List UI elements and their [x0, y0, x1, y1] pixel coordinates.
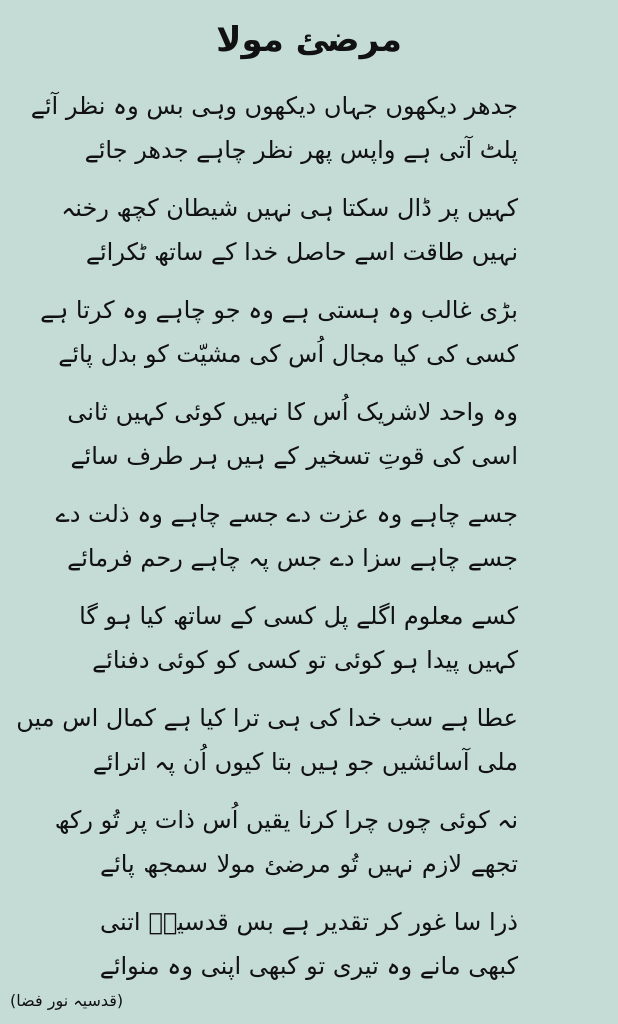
stanza-8 [54, 798, 518, 886]
poet-signature: (قدسیہ نور فضا) [10, 991, 124, 1010]
poem-line: کہیں پر ڈال سکتا ہی نہیں شیطان کچھ رخنہ [61, 194, 518, 222]
poem-line: کسے معلوم اگلے پل کسی کے ساتھ کیا ہو گا [79, 602, 518, 630]
stanza-3 [40, 288, 518, 376]
poem-line: تجھے لازم نہیں تُو مرضئ مولا سمجھ پائے [100, 850, 518, 878]
stanza-5 [55, 492, 518, 580]
poem-line: نہیں طاقت اسے حاصل خدا کے ساتھ ٹکرائے [85, 238, 518, 266]
stanza-1 [30, 84, 518, 172]
poem-line: عطا ہے سب خدا کی ہی ترا کیا ہے کمال اس میں [16, 704, 518, 732]
poem-line: وہ واحد لاشریک اُس کا نہیں کوئی کہیں ثانی [67, 398, 518, 426]
poem-line: نہ کوئی چوں چرا کرنا یقیں اُس ذات پر تُو رکھ [54, 806, 518, 834]
stanza-7 [16, 696, 518, 784]
poem-title: مرضئ مولا [216, 20, 402, 60]
stanza-6 [79, 594, 518, 682]
poem-line: جدھر دیکھوں جہاں دیکھوں وہی بس وہ نظر آئے [30, 92, 518, 120]
poem-line: پلٹ آتی ہے واپس پھر نظر چاہے جدھر جائے [84, 136, 518, 164]
poem-line: جسے چاہے سزا دے جس پہ چاہے رحم فرمائے [67, 544, 518, 572]
poem-line: کہیں پیدا ہو کوئی تو کسی کو کوئی دفنائے [92, 646, 518, 674]
stanza-9 [100, 900, 518, 988]
poem-line: ملی آسائشیں جو ہیں بتا کیوں اُن پہ اترائے [92, 748, 518, 776]
stanza-4 [67, 390, 518, 478]
poem-line: کبھی مانے وہ تیری تو کبھی اپنی وہ منوائے [99, 952, 518, 980]
stanza-2 [61, 186, 518, 274]
poem-line: بڑی غالب وہ ہستی ہے وہ جو چاہے وہ کرتا ہے [40, 296, 518, 324]
poem-line: کسی کی کیا مجال اُس کی مشیّت کو بدل پائے [58, 340, 518, 368]
poem-line: اسی کی قوتِ تسخیر کے ہیں ہر طرف سائے [70, 442, 518, 470]
poem-line: ذرا سا غور کر تقدیر ہے بس قدسیہؔ اتنی [100, 908, 518, 936]
poem-line: جسے چاہے وہ عزت دے جسے چاہے وہ ذلت دے [55, 500, 518, 528]
